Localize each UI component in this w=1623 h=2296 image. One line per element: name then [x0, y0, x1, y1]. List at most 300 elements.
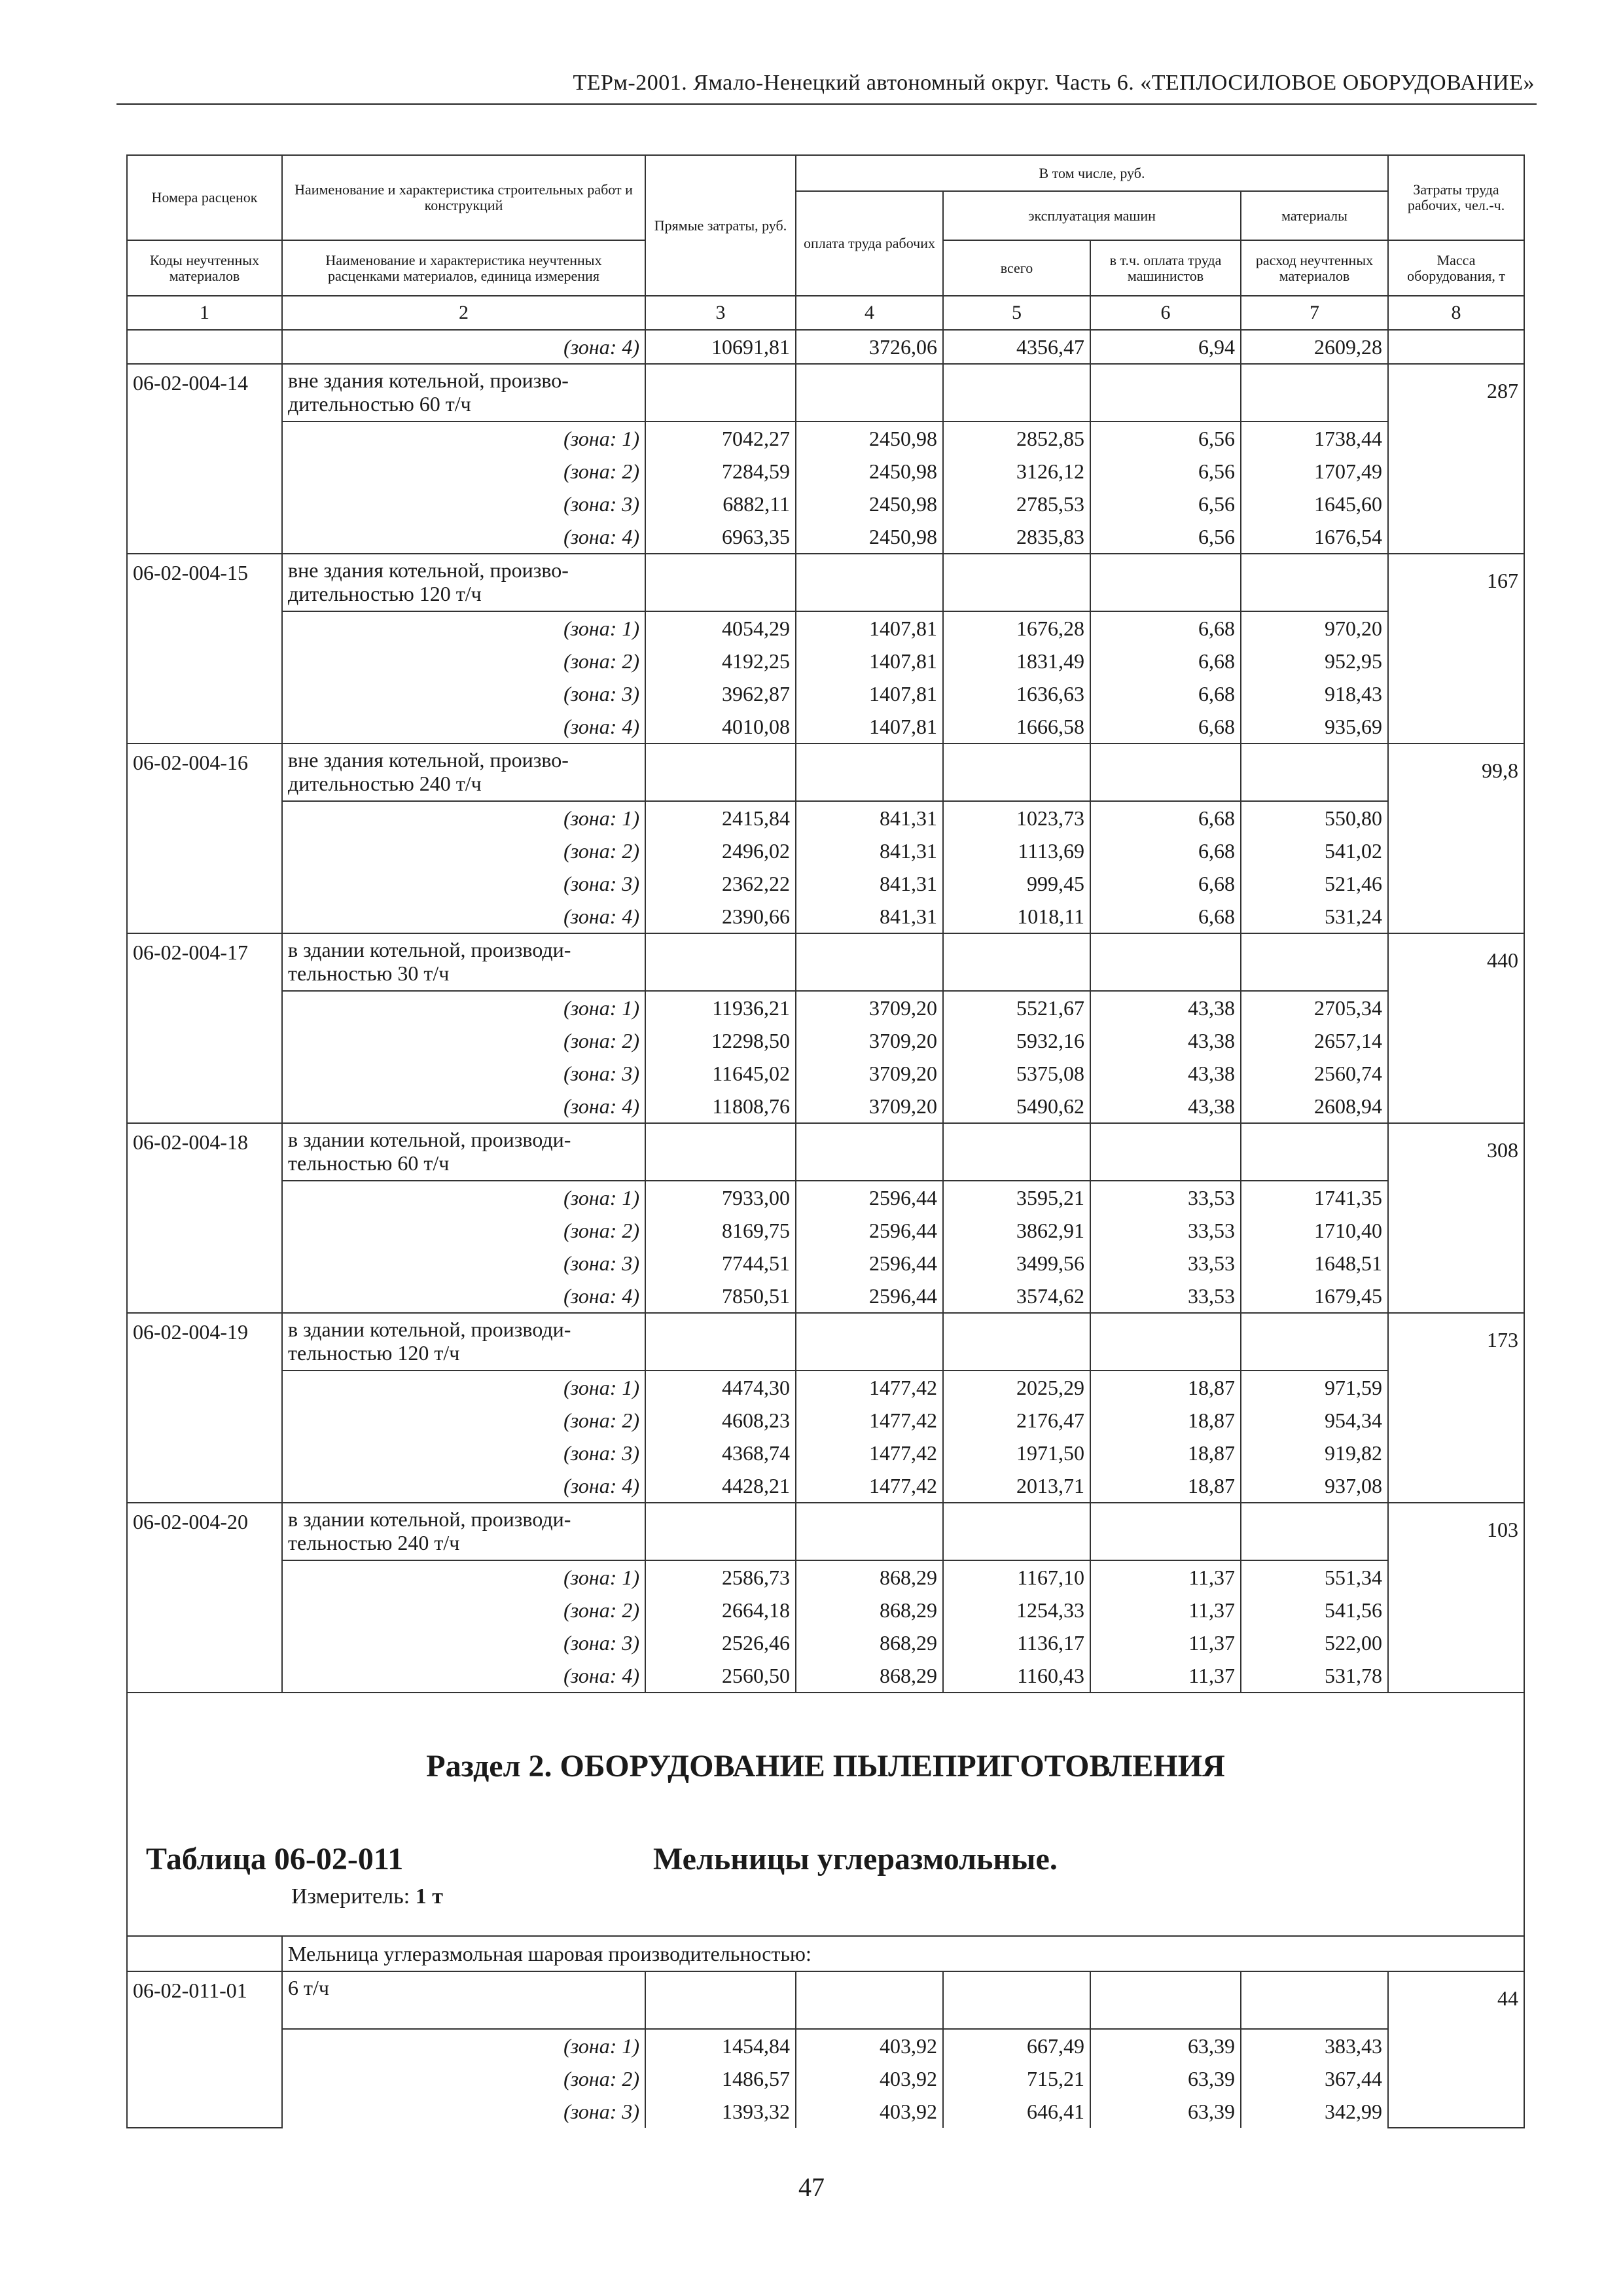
- value-cell-empty: [1241, 1123, 1388, 1181]
- table-row: [127, 1659, 1524, 1693]
- table-body-section-1: [127, 330, 1524, 1693]
- value-cell: 715,21: [943, 2062, 1090, 2095]
- measure-value: 1 т: [415, 1884, 443, 1909]
- value-cell: 5521,67: [943, 991, 1090, 1024]
- value-cell: 1477,42: [796, 1371, 943, 1404]
- work-name-line-2: тельностью 240 т/ч: [288, 1531, 460, 1554]
- value-cell: 6,68: [1090, 801, 1241, 834]
- value-cell-empty: [1241, 1503, 1388, 1560]
- value-cell-empty: [796, 1123, 943, 1181]
- table-row: [127, 710, 1524, 744]
- value-cell-empty: [943, 1123, 1090, 1181]
- value-cell: 1666,58: [943, 710, 1090, 744]
- value-cell: 1407,81: [796, 645, 943, 677]
- value-cell: 6,56: [1090, 488, 1241, 520]
- zone-label: (зона: 3): [282, 1247, 645, 1280]
- zone-label: (зона: 1): [282, 801, 645, 834]
- value-cell: 868,29: [796, 1659, 943, 1693]
- work-name: [282, 1313, 645, 1371]
- zone-label: (зона: 3): [282, 488, 645, 520]
- measure-label: Измеритель:: [291, 1884, 410, 1909]
- value-cell: 6,94: [1090, 330, 1241, 364]
- table-row: [127, 1090, 1524, 1123]
- column-number: 1: [127, 296, 282, 330]
- value-cell: 521,46: [1241, 867, 1388, 900]
- value-cell: 4474,30: [645, 1371, 796, 1404]
- header-labor-hours: Затраты труда рабочих, чел.-ч.: [1388, 155, 1524, 240]
- value-cell: 383,43: [1241, 2029, 1388, 2062]
- zone-label: (зона: 3): [282, 677, 645, 710]
- value-cell: 1645,60: [1241, 488, 1388, 520]
- column-number: 4: [796, 296, 943, 330]
- value-cell: 43,38: [1090, 1024, 1241, 1057]
- zone-label: (зона: 3): [282, 1626, 645, 1659]
- value-cell: 1113,69: [943, 834, 1090, 867]
- value-cell: 6,68: [1090, 645, 1241, 677]
- value-cell: 2596,44: [796, 1214, 943, 1247]
- table-row: [127, 422, 1524, 455]
- zone-label: (зона: 3): [282, 2095, 645, 2128]
- measure-line: [291, 1884, 443, 1909]
- mass-cell-empty: [1388, 330, 1524, 364]
- value-cell: 3709,20: [796, 1024, 943, 1057]
- value-cell: 1707,49: [1241, 455, 1388, 488]
- zone-label: (зона: 2): [282, 645, 645, 677]
- zone-label: (зона: 2): [282, 834, 645, 867]
- value-cell: 522,00: [1241, 1626, 1388, 1659]
- value-cell: 3709,20: [796, 1057, 943, 1090]
- header-material-names: Наименование и характеристика неучтенных расценками материалов, единица измерения: [282, 240, 645, 296]
- zone-label: (зона: 4): [282, 1659, 645, 1693]
- value-cell: 7284,59: [645, 455, 796, 488]
- value-cell-empty: [645, 744, 796, 801]
- table-row: [127, 1181, 1524, 1214]
- zone-label: (зона: 4): [282, 710, 645, 744]
- value-cell: 3862,91: [943, 1214, 1090, 1247]
- table-row: [127, 867, 1524, 900]
- value-cell: 11,37: [1090, 1659, 1241, 1693]
- value-cell: 6,68: [1090, 611, 1241, 645]
- value-cell-empty: [796, 933, 943, 991]
- equipment-mass: 308: [1388, 1123, 1524, 1313]
- table-row: [127, 330, 1524, 364]
- value-cell: 841,31: [796, 900, 943, 933]
- value-cell: 11936,21: [645, 991, 796, 1024]
- value-cell: 33,53: [1090, 1280, 1241, 1313]
- group-head-row: [127, 1123, 1524, 1181]
- value-cell: 7933,00: [645, 1181, 796, 1214]
- value-cell: 7042,27: [645, 422, 796, 455]
- value-cell: 2450,98: [796, 455, 943, 488]
- table-row: [127, 2062, 1524, 2095]
- value-cell: 3709,20: [796, 991, 943, 1024]
- group-head-row: [127, 744, 1524, 801]
- value-cell: 6,68: [1090, 867, 1241, 900]
- value-cell-empty: [943, 554, 1090, 611]
- table-row: [127, 645, 1524, 677]
- table-row: [127, 2029, 1524, 2062]
- value-cell: 63,39: [1090, 2095, 1241, 2128]
- zone-label: (зона: 4): [282, 1469, 645, 1503]
- zone-label: (зона: 3): [282, 1437, 645, 1469]
- value-cell: 11645,02: [645, 1057, 796, 1090]
- value-cell: 1971,50: [943, 1437, 1090, 1469]
- value-cell: 6,68: [1090, 710, 1241, 744]
- value-cell: 1018,11: [943, 900, 1090, 933]
- value-cell-empty: [1090, 744, 1241, 801]
- table-row: [127, 1280, 1524, 1313]
- work-name: [282, 1971, 645, 2029]
- value-cell: 2596,44: [796, 1247, 943, 1280]
- rate-code: 06-02-004-16: [127, 744, 282, 933]
- value-cell: 6,68: [1090, 900, 1241, 933]
- value-cell: 4368,74: [645, 1437, 796, 1469]
- table-row: [127, 1057, 1524, 1090]
- zone-label: (зона: 2): [282, 1594, 645, 1626]
- value-cell: 43,38: [1090, 1057, 1241, 1090]
- equipment-mass: 287: [1388, 364, 1524, 554]
- value-cell: 3499,56: [943, 1247, 1090, 1280]
- group-head-row: [127, 1971, 1524, 2029]
- work-name: [282, 364, 645, 422]
- value-cell: 1393,32: [645, 2095, 796, 2128]
- work-name-line-1: вне здания котельной, произво-: [288, 558, 569, 582]
- value-cell: 1738,44: [1241, 422, 1388, 455]
- group-head-row: [127, 1503, 1524, 1560]
- value-cell: 841,31: [796, 801, 943, 834]
- table-row: [127, 1247, 1524, 1280]
- value-cell: 6882,11: [645, 488, 796, 520]
- value-cell: 2526,46: [645, 1626, 796, 1659]
- zone-label: (зона: 4): [282, 330, 645, 364]
- equipment-mass: 99,8: [1388, 744, 1524, 933]
- value-cell: 1407,81: [796, 710, 943, 744]
- value-cell: 8169,75: [645, 1214, 796, 1247]
- value-cell: 2785,53: [943, 488, 1090, 520]
- value-cell: 3962,87: [645, 677, 796, 710]
- work-name-line-2: тельностью 30 т/ч: [288, 961, 450, 985]
- value-cell-empty: [796, 364, 943, 422]
- header-labor-pay: оплата труда рабочих: [796, 191, 943, 296]
- value-cell: 1407,81: [796, 677, 943, 710]
- value-cell: 6,56: [1090, 520, 1241, 554]
- value-cell-empty: [943, 364, 1090, 422]
- value-cell-empty: [943, 933, 1090, 991]
- value-cell: 6963,35: [645, 520, 796, 554]
- value-cell: 868,29: [796, 1594, 943, 1626]
- column-number: 6: [1090, 296, 1241, 330]
- section-title: Раздел 2. ОБОРУДОВАНИЕ ПЫЛЕПРИГОТОВЛЕНИЯ: [426, 1749, 1225, 1784]
- value-cell: 2362,22: [645, 867, 796, 900]
- value-cell: 1160,43: [943, 1659, 1090, 1693]
- header-direct-costs: Прямые затраты, руб.: [645, 155, 796, 296]
- value-cell: 6,56: [1090, 422, 1241, 455]
- table-row: [127, 455, 1524, 488]
- value-cell: 4428,21: [645, 1469, 796, 1503]
- value-cell: 12298,50: [645, 1024, 796, 1057]
- header-work-name: Наименование и характеристика строительных работ и конструкций: [282, 155, 645, 240]
- value-cell-empty: [1090, 1971, 1241, 2029]
- value-cell: 1477,42: [796, 1404, 943, 1437]
- zone-label: (зона: 4): [282, 1280, 645, 1313]
- column-number: 2: [282, 296, 645, 330]
- group-title-spacer: [127, 1936, 282, 1971]
- table-row: [127, 1594, 1524, 1626]
- table-row: [127, 900, 1524, 933]
- header-material-codes: Коды неучтенных материалов: [127, 240, 282, 296]
- value-cell: 1676,28: [943, 611, 1090, 645]
- value-cell: 2450,98: [796, 488, 943, 520]
- value-cell: 367,44: [1241, 2062, 1388, 2095]
- value-cell: 531,78: [1241, 1659, 1388, 1693]
- value-cell-empty: [943, 1971, 1090, 2029]
- value-cell: 1636,63: [943, 677, 1090, 710]
- value-cell-empty: [1090, 364, 1241, 422]
- work-name-line-2: тельностью 60 т/ч: [288, 1151, 450, 1175]
- zone-label: (зона: 1): [282, 611, 645, 645]
- value-cell: 2596,44: [796, 1280, 943, 1313]
- value-cell: 11,37: [1090, 1626, 1241, 1659]
- value-cell: 952,95: [1241, 645, 1388, 677]
- equipment-mass: 167: [1388, 554, 1524, 744]
- value-cell: 1831,49: [943, 645, 1090, 677]
- column-numbers-row: [127, 296, 1524, 330]
- value-cell-empty: [1241, 1971, 1388, 2029]
- value-cell-empty: [1241, 364, 1388, 422]
- zone-label: (зона: 2): [282, 2062, 645, 2095]
- header-including: В том числе, руб.: [796, 155, 1388, 191]
- value-cell: 3126,12: [943, 455, 1090, 488]
- value-cell: 1741,35: [1241, 1181, 1388, 1214]
- value-cell: 6,56: [1090, 455, 1241, 488]
- rate-code: 06-02-004-17: [127, 933, 282, 1123]
- value-cell: 531,24: [1241, 900, 1388, 933]
- work-name-line-1: в здании котельной, производи-: [288, 938, 571, 961]
- value-cell: 11808,76: [645, 1090, 796, 1123]
- table-row: [127, 1024, 1524, 1057]
- rate-code: 06-02-004-15: [127, 554, 282, 744]
- section-2-block: [127, 1693, 1524, 1971]
- value-cell: 18,87: [1090, 1437, 1241, 1469]
- value-cell: 1167,10: [943, 1560, 1090, 1594]
- value-cell-empty: [1090, 554, 1241, 611]
- value-cell: 2496,02: [645, 834, 796, 867]
- value-cell: 43,38: [1090, 1090, 1241, 1123]
- value-cell: 954,34: [1241, 1404, 1388, 1437]
- value-cell-empty: [796, 1971, 943, 2029]
- header-machines: эксплуатация машин: [943, 191, 1241, 240]
- work-name-line-1: в здании котельной, производи-: [288, 1318, 571, 1341]
- value-cell-empty: [1090, 1503, 1241, 1560]
- header-equipment-mass: Масса оборудования, т: [1388, 240, 1524, 296]
- value-cell: 937,08: [1241, 1469, 1388, 1503]
- value-cell: 2450,98: [796, 422, 943, 455]
- value-cell: 1454,84: [645, 2029, 796, 2062]
- value-cell-empty: [1241, 1313, 1388, 1371]
- value-cell: 7744,51: [645, 1247, 796, 1280]
- value-cell: 403,92: [796, 2062, 943, 2095]
- value-cell: 2596,44: [796, 1181, 943, 1214]
- value-cell: 1486,57: [645, 2062, 796, 2095]
- value-cell-empty: [943, 1503, 1090, 1560]
- table-row: [127, 1469, 1524, 1503]
- value-cell-empty: [645, 933, 796, 991]
- header-machines-total: всего: [943, 240, 1090, 296]
- value-cell: 970,20: [1241, 611, 1388, 645]
- value-cell: 919,82: [1241, 1437, 1388, 1469]
- value-cell: 971,59: [1241, 1371, 1388, 1404]
- table-row: [127, 1560, 1524, 1594]
- table-title: Мельницы углеразмольные.: [653, 1842, 1058, 1876]
- table-row: [127, 611, 1524, 645]
- value-cell: 43,38: [1090, 991, 1241, 1024]
- value-cell: 5375,08: [943, 1057, 1090, 1090]
- value-cell: 403,92: [796, 2095, 943, 2128]
- value-cell: 2450,98: [796, 520, 943, 554]
- table-row: [127, 488, 1524, 520]
- table-row: [127, 991, 1524, 1024]
- value-cell-empty: [1090, 1123, 1241, 1181]
- value-cell: 6,68: [1090, 677, 1241, 710]
- value-cell: 7850,51: [645, 1280, 796, 1313]
- value-cell: 551,34: [1241, 1560, 1388, 1594]
- value-cell-empty: [1241, 933, 1388, 991]
- value-cell: 1477,42: [796, 1437, 943, 1469]
- column-number: 3: [645, 296, 796, 330]
- value-cell: 2609,28: [1241, 330, 1388, 364]
- table-row: [127, 1371, 1524, 1404]
- table-row: [127, 1437, 1524, 1469]
- zone-label: (зона: 2): [282, 455, 645, 488]
- rate-code: 06-02-004-14: [127, 364, 282, 554]
- value-cell: 1477,42: [796, 1469, 943, 1503]
- value-cell-empty: [645, 1503, 796, 1560]
- zone-label: (зона: 2): [282, 1214, 645, 1247]
- value-cell: 2013,71: [943, 1469, 1090, 1503]
- zone-label: (зона: 4): [282, 900, 645, 933]
- zone-label: (зона: 1): [282, 2029, 645, 2062]
- value-cell-empty: [796, 744, 943, 801]
- header-machines-operators: в т.ч. оплата труда машинистов: [1090, 240, 1241, 296]
- header-rule: [116, 103, 1537, 105]
- header-materials-unaccounted: расход неучтенных материалов: [1241, 240, 1388, 296]
- equipment-mass: 173: [1388, 1313, 1524, 1503]
- value-cell-empty: [943, 744, 1090, 801]
- work-name-line-1: 6 т/ч: [288, 1976, 329, 2000]
- group-head-row: [127, 1313, 1524, 1371]
- table-row: [127, 801, 1524, 834]
- value-cell: 63,39: [1090, 2029, 1241, 2062]
- value-cell: 3595,21: [943, 1181, 1090, 1214]
- rate-code: 06-02-004-18: [127, 1123, 282, 1313]
- value-cell: 342,99: [1241, 2095, 1388, 2128]
- zone-label: (зона: 1): [282, 1181, 645, 1214]
- work-name-line-2: дительностью 240 т/ч: [288, 772, 482, 795]
- work-name-line-1: вне здания котельной, произво-: [288, 368, 569, 392]
- value-cell: 403,92: [796, 2029, 943, 2062]
- group-title: Мельница углеразмольная шаровая производительностью:: [282, 1936, 1524, 1971]
- value-cell: 646,41: [943, 2095, 1090, 2128]
- value-cell: 999,45: [943, 867, 1090, 900]
- value-cell: 918,43: [1241, 677, 1388, 710]
- value-cell: 4356,47: [943, 330, 1090, 364]
- value-cell: 1679,45: [1241, 1280, 1388, 1313]
- value-cell: 5490,62: [943, 1090, 1090, 1123]
- equipment-mass: 103: [1388, 1503, 1524, 1693]
- value-cell-empty: [645, 1313, 796, 1371]
- value-cell: 841,31: [796, 867, 943, 900]
- value-cell-empty: [1241, 554, 1388, 611]
- value-cell-empty: [645, 554, 796, 611]
- column-number: 8: [1388, 296, 1524, 330]
- table-row: [127, 834, 1524, 867]
- value-cell: 868,29: [796, 1626, 943, 1659]
- section-heading-cell: [127, 1693, 1524, 1936]
- zone-label: (зона: 4): [282, 520, 645, 554]
- value-cell: 63,39: [1090, 2062, 1241, 2095]
- group-head-row: [127, 364, 1524, 422]
- zone-label: (зона: 1): [282, 1560, 645, 1594]
- table-row: [127, 1214, 1524, 1247]
- equipment-mass: 440: [1388, 933, 1524, 1123]
- value-cell: 541,56: [1241, 1594, 1388, 1626]
- work-name-line-1: вне здания котельной, произво-: [288, 748, 569, 772]
- work-name-line-2: дительностью 120 т/ч: [288, 582, 482, 605]
- work-name-line-2: дительностью 60 т/ч: [288, 392, 471, 416]
- zone-label: (зона: 3): [282, 867, 645, 900]
- work-name: [282, 1123, 645, 1181]
- value-cell-empty: [943, 1313, 1090, 1371]
- value-cell-empty: [796, 1313, 943, 1371]
- equipment-mass: 44: [1388, 1971, 1524, 2128]
- work-name-line-1: в здании котельной, производи-: [288, 1128, 571, 1151]
- value-cell: 6,68: [1090, 834, 1241, 867]
- value-cell: 667,49: [943, 2029, 1090, 2062]
- value-cell: 1676,54: [1241, 520, 1388, 554]
- value-cell: 18,87: [1090, 1371, 1241, 1404]
- header-rate-number: Номера расценок: [127, 155, 282, 240]
- value-cell: 10691,81: [645, 330, 796, 364]
- value-cell-empty: [1090, 933, 1241, 991]
- table-row: [127, 1404, 1524, 1437]
- value-cell: 2025,29: [943, 1371, 1090, 1404]
- value-cell-empty: [645, 1123, 796, 1181]
- table-number: Таблица 06-02-011: [146, 1842, 404, 1876]
- value-cell: 2657,14: [1241, 1024, 1388, 1057]
- zone-label: (зона: 1): [282, 422, 645, 455]
- value-cell: 1254,33: [943, 1594, 1090, 1626]
- rate-code: 06-02-011-01: [127, 1971, 282, 2128]
- page-header: ТЕРм-2001. Ямало-Ненецкий автономный округ. Часть 6. «ТЕПЛОСИЛОВОЕ ОБОРУДОВАНИЕ»: [573, 71, 1535, 95]
- work-name-line-1: в здании котельной, производи-: [288, 1507, 571, 1531]
- value-cell: 33,53: [1090, 1214, 1241, 1247]
- value-cell-empty: [1090, 1313, 1241, 1371]
- table-body-section-2: [127, 1971, 1524, 2128]
- value-cell-empty: [796, 554, 943, 611]
- header-materials: материалы: [1241, 191, 1388, 240]
- value-cell: 11,37: [1090, 1594, 1241, 1626]
- value-cell: 1407,81: [796, 611, 943, 645]
- rates-table: [126, 154, 1525, 2128]
- work-name: [282, 744, 645, 801]
- value-cell: 3574,62: [943, 1280, 1090, 1313]
- column-number: 5: [943, 296, 1090, 330]
- zone-label: (зона: 1): [282, 1371, 645, 1404]
- value-cell: 2608,94: [1241, 1090, 1388, 1123]
- value-cell: 4010,08: [645, 710, 796, 744]
- work-name-line-2: тельностью 120 т/ч: [288, 1341, 460, 1365]
- value-cell: 2835,83: [943, 520, 1090, 554]
